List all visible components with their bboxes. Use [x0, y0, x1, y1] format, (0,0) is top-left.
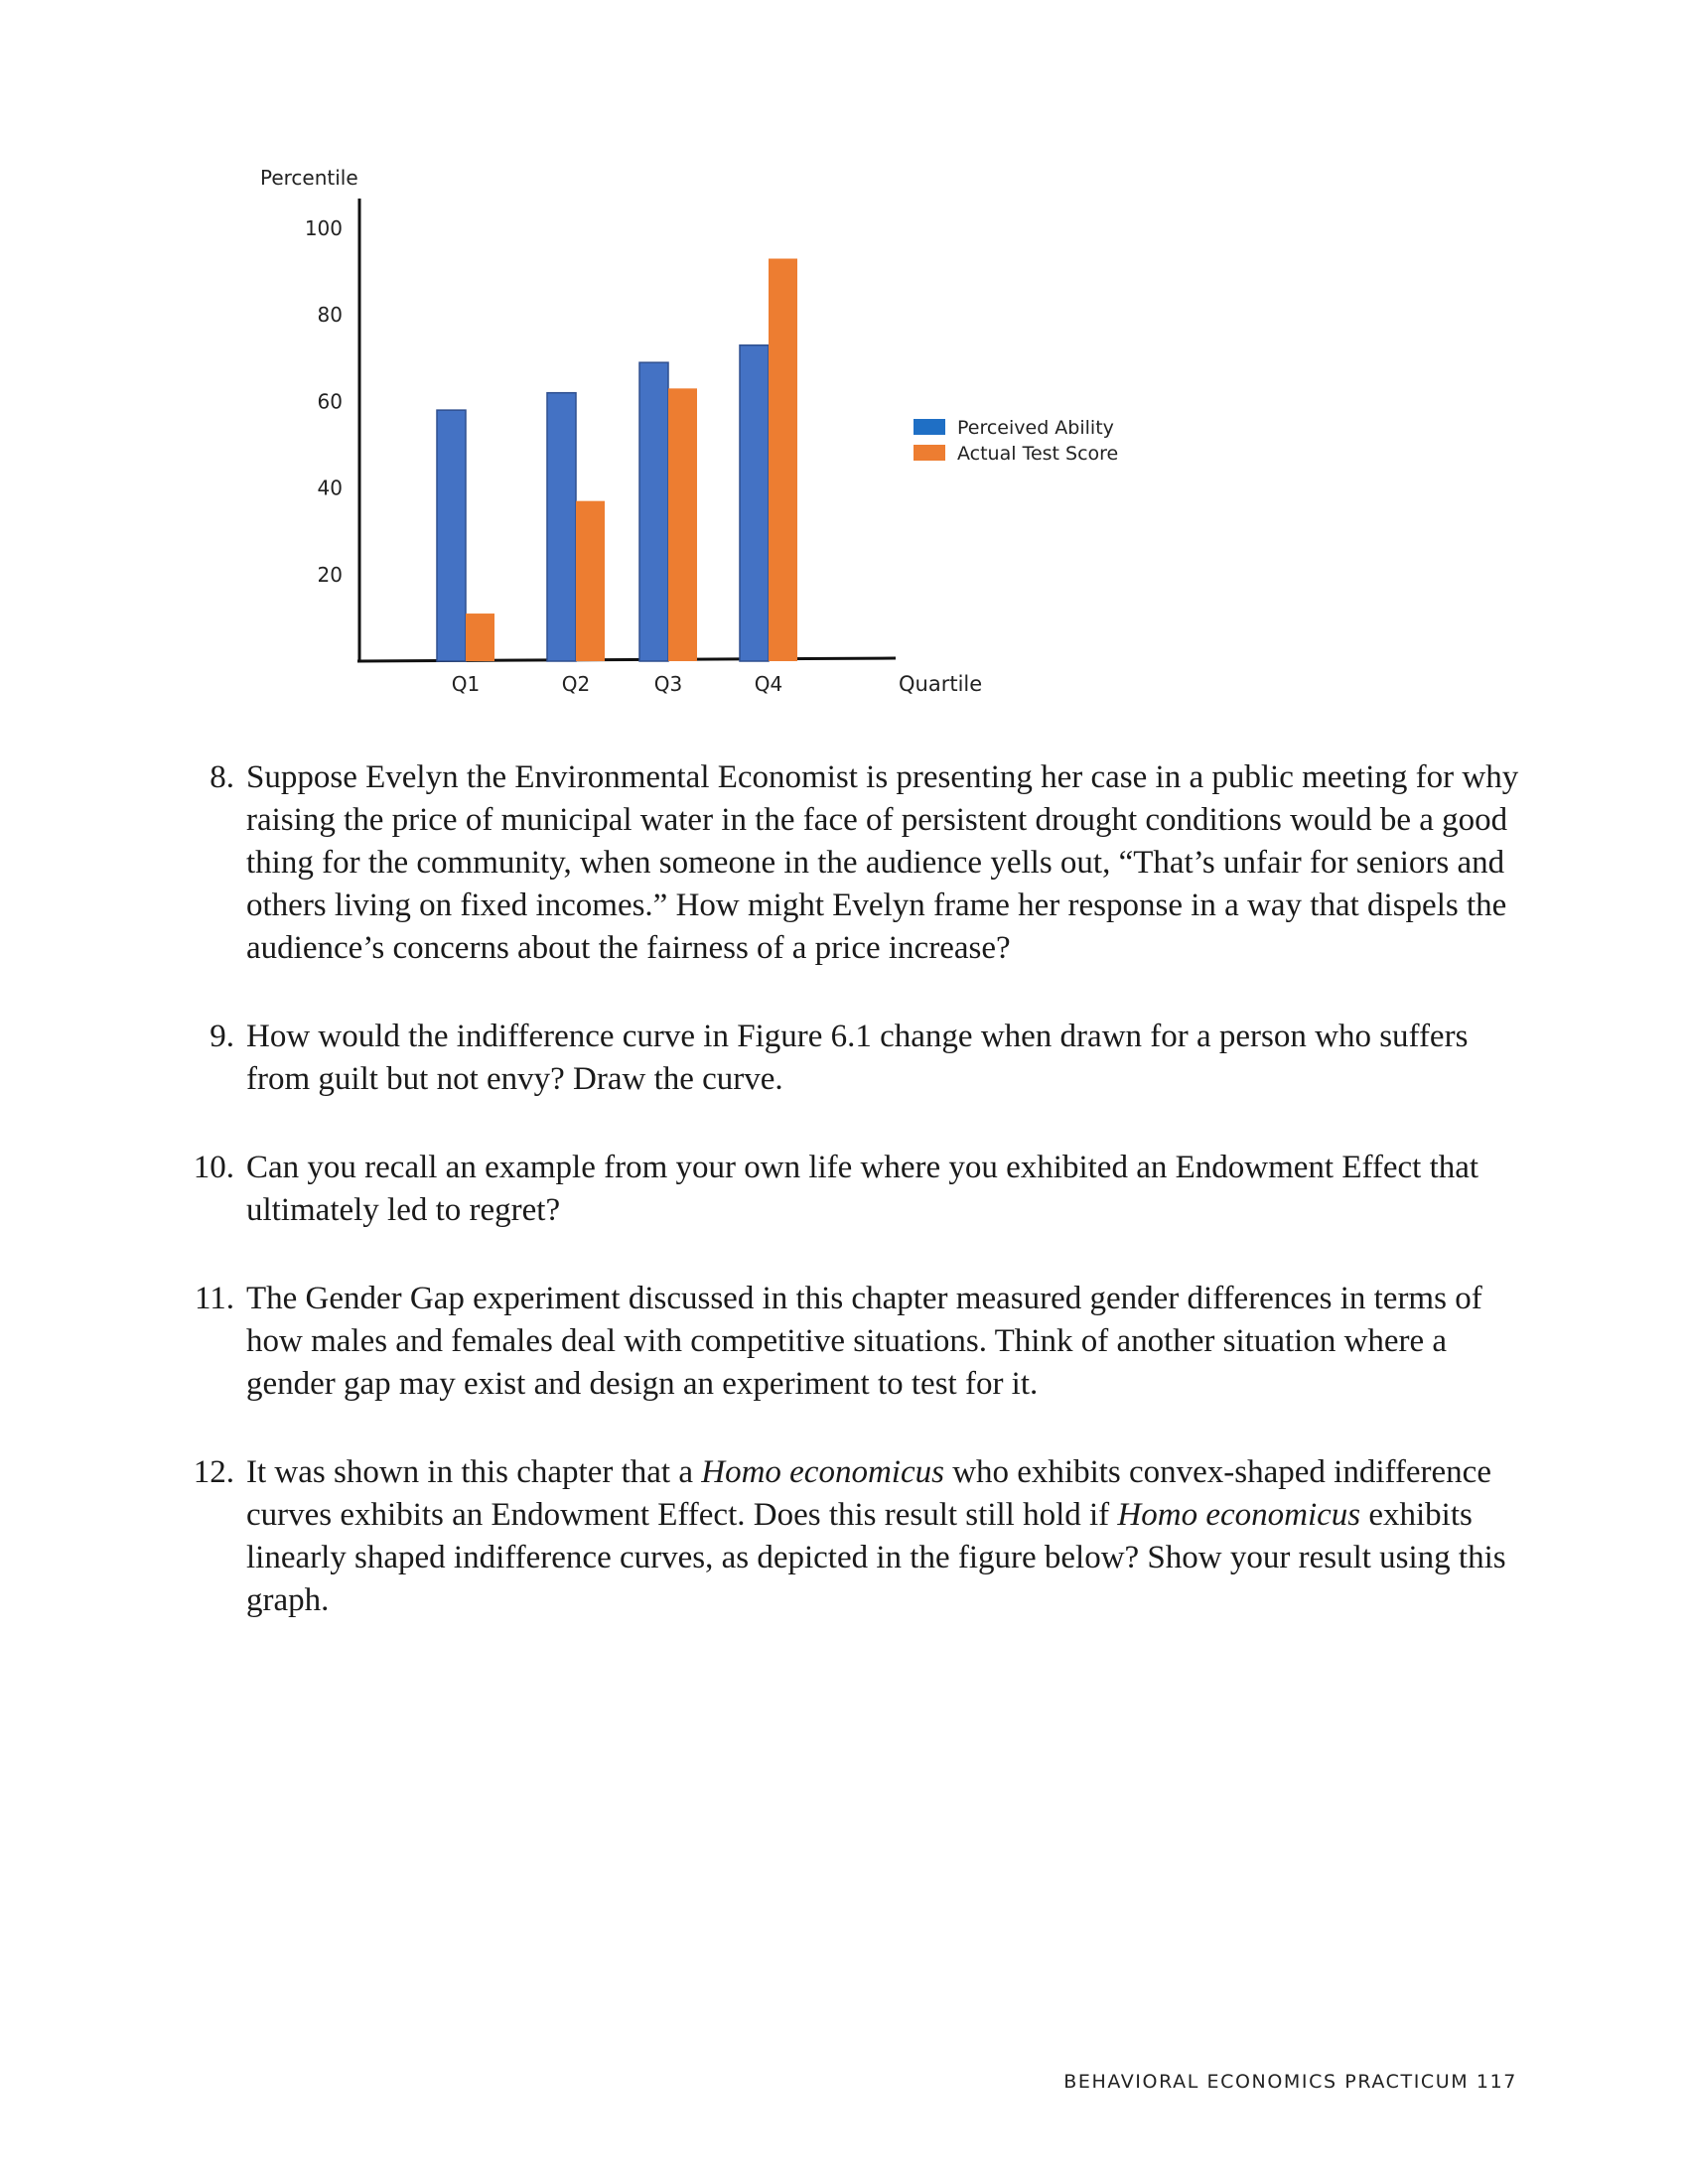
- question-item: [179, 1451, 1529, 1622]
- chart-legend: [914, 417, 1118, 465]
- question-text: Suppose Evelyn the Environmental Economist is presenting her case in a public meeting for why raising the price of municipal water in the face of persistent drought conditions would be a good thing for the community, when someone in the audience yells out, “That’s unfair for seniors and others living on fixed incomes.” How might Evelyn frame her response in a way that dispels the audience’s concerns about the fairness of a price increase?: [246, 759, 1519, 966]
- bar-actual-test-score: [769, 259, 797, 661]
- y-tick-label: 100: [304, 216, 343, 240]
- question-number: 11.: [194, 1281, 234, 1316]
- y-tick-label: 80: [317, 303, 343, 328]
- question-text: How would the indifference curve in Figure 6.1 change when drawn for a person who suffers from guilt but not envy? Draw the curve.: [246, 1019, 1469, 1097]
- x-tick-label: Q1: [451, 672, 481, 696]
- y-tick-label: 60: [317, 389, 343, 414]
- question-text: It was shown in this chapter that a Homo economicus who exhibits convex-shaped indifference curves exhibits an Endowment Effect. Does this result still hold if Homo economicus exhibits linearly shaped indifference curves, as depicted in the figure below? Show your result using this graph.: [246, 1454, 1506, 1618]
- question-item: [179, 1016, 1529, 1101]
- question-list: [179, 756, 1529, 1668]
- x-axis-label: Quartile: [899, 672, 983, 696]
- y-tick-label: 40: [317, 476, 343, 500]
- bar-perceived-ability: [547, 393, 576, 661]
- bar-actual-test-score: [576, 501, 605, 661]
- running-title: BEHAVIORAL ECONOMICS PRACTICUM: [1063, 2071, 1470, 2093]
- x-tick-label: Q4: [754, 672, 783, 696]
- italic-term: Homo economicus: [1117, 1497, 1361, 1533]
- question-number: 12.: [193, 1454, 234, 1490]
- legend-label: Actual Test Score: [957, 443, 1119, 465]
- question-number: 10.: [193, 1150, 234, 1185]
- x-tick-label: Q2: [561, 672, 591, 696]
- x-tick-label: Q3: [653, 672, 683, 696]
- page-number: 117: [1476, 2071, 1517, 2093]
- y-tick-label: 20: [317, 562, 343, 587]
- bar-perceived-ability: [740, 345, 769, 661]
- question-item: [179, 1147, 1529, 1232]
- bar-actual-test-score: [466, 614, 494, 661]
- page-footer: [1063, 2071, 1517, 2093]
- bar-actual-test-score: [668, 388, 697, 661]
- question-item: [179, 756, 1529, 970]
- legend-label: Perceived Ability: [957, 417, 1114, 439]
- question-item: [179, 1278, 1529, 1406]
- quartile-bar-chart: [0, 0, 1688, 715]
- italic-term: Homo economicus: [701, 1454, 944, 1490]
- y-axis-label: Percentile: [260, 166, 358, 190]
- question-text: Can you recall an example from your own life where you exhibited an Endowment Effect that ultimately led to regret?: [246, 1150, 1479, 1228]
- legend-swatch: [914, 445, 945, 461]
- legend-swatch: [914, 419, 945, 435]
- question-number: 9.: [210, 1019, 234, 1054]
- question-number: 8.: [210, 759, 234, 795]
- bar-perceived-ability: [639, 362, 668, 661]
- bar-perceived-ability: [437, 410, 466, 661]
- question-text: The Gender Gap experiment discussed in this chapter measured gender differences in terms of how males and females deal with competitive situations. Think of another situation where a gender gap may exist and design an experiment to test for it.: [246, 1281, 1482, 1402]
